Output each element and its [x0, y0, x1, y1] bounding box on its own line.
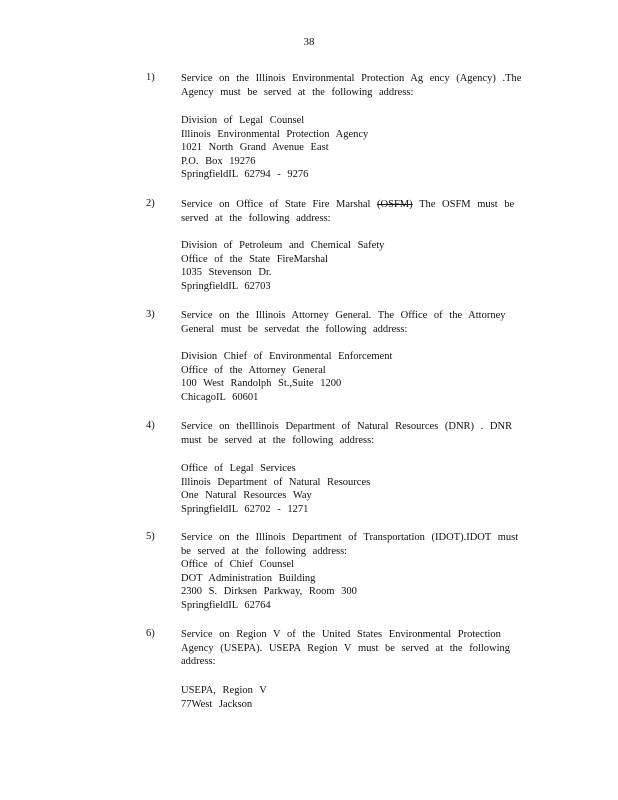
address-line: Illinois Environmental Protection Agency — [181, 128, 369, 140]
address-line: P.O. Box 19276 — [181, 155, 256, 167]
address-line: DOT Administration Building — [181, 572, 316, 584]
paragraph-line — [181, 198, 526, 212]
address-block — [181, 350, 526, 404]
item-number: 5) — [146, 531, 155, 542]
paragraph-line: must be served at the following address: — [181, 434, 375, 446]
paragraph-line: Service on the Illinois Environmental Protection Ag ency (Agency) .The — [181, 73, 522, 84]
paragraph-line: Service on the Illinois Attorney General. The Office of the Attorney — [181, 310, 506, 321]
item-paragraph — [181, 198, 526, 225]
item-number: 1) — [146, 72, 155, 83]
address-line: SpringfieldIL 62764 — [181, 599, 271, 611]
item-paragraph — [181, 531, 526, 613]
address-line: ChicagoIL 60601 — [181, 391, 259, 403]
address-line: 77West Jackson — [181, 698, 253, 710]
address-line: 100 West Randolph St.,Suite 1200 — [181, 378, 342, 390]
paragraph-line: be served at the following address: — [181, 545, 348, 557]
address-line: 1035 Stevenson Dr. — [181, 267, 272, 279]
address-block — [181, 462, 526, 516]
paragraph-line: Service on theIllinois Department of Natural Resources (DNR) . DNR — [181, 421, 513, 432]
address-line: Office of the State FireMarshal — [181, 253, 329, 265]
item-number: 6) — [146, 628, 155, 639]
address-line: Division of Petroleum and Chemical Safety — [181, 240, 385, 251]
address-line: Division Chief of Environmental Enforcement — [181, 351, 393, 362]
item-paragraph — [181, 420, 526, 447]
item-paragraph — [181, 72, 526, 99]
address-line: One Natural Resources Way — [181, 490, 312, 502]
item-number: 4) — [146, 420, 155, 431]
address-block — [181, 684, 526, 711]
address-line: 1021 North Grand Avenue East — [181, 142, 329, 154]
address-line: Illinois Department of Natural Resources — [181, 476, 371, 488]
paragraph-line: Service on Region V of the United States Environmental Protection — [181, 629, 501, 640]
address-line: Division of Legal Counsel — [181, 115, 305, 126]
address-line: Office of Legal Services — [181, 463, 296, 474]
address-line: Office of Chief Counsel — [181, 559, 294, 571]
item-paragraph — [181, 309, 526, 336]
address-line: SpringfieldIL 62703 — [181, 280, 271, 292]
address-line: SpringfieldIL 62702 - 1271 — [181, 503, 309, 515]
page-number: 38 — [303, 36, 315, 48]
address-block — [181, 239, 526, 293]
struck-text: (OSFM) — [377, 199, 413, 210]
paragraph-text: The OSFM must be — [412, 199, 515, 210]
address-line: SpringfieldIL 62794 - 9276 — [181, 169, 309, 181]
address-line: Office of the Attorney General — [181, 364, 326, 376]
paragraph-line: served at the following address: — [181, 212, 331, 224]
paragraph-line: Service on the Illinois Department of Transportation (IDOT).IDOT must — [181, 532, 519, 543]
paragraph-text: Service on Office of State Fire Marshal — [181, 199, 378, 210]
item-paragraph — [181, 628, 526, 669]
paragraph-line: Agency (USEPA). USEPA Region V must be served at the following — [181, 642, 511, 654]
paragraph-line: Agency must be served at the following address: — [181, 86, 414, 98]
address-line: USEPA, Region V — [181, 685, 267, 696]
address-block — [181, 114, 526, 182]
address-line: 2300 S. Dirksen Parkway, Room 300 — [181, 586, 357, 598]
paragraph-line: address: — [181, 656, 216, 668]
item-number: 2) — [146, 198, 155, 209]
item-number: 3) — [146, 309, 155, 320]
paragraph-line: General must be servedat the following address: — [181, 323, 408, 335]
